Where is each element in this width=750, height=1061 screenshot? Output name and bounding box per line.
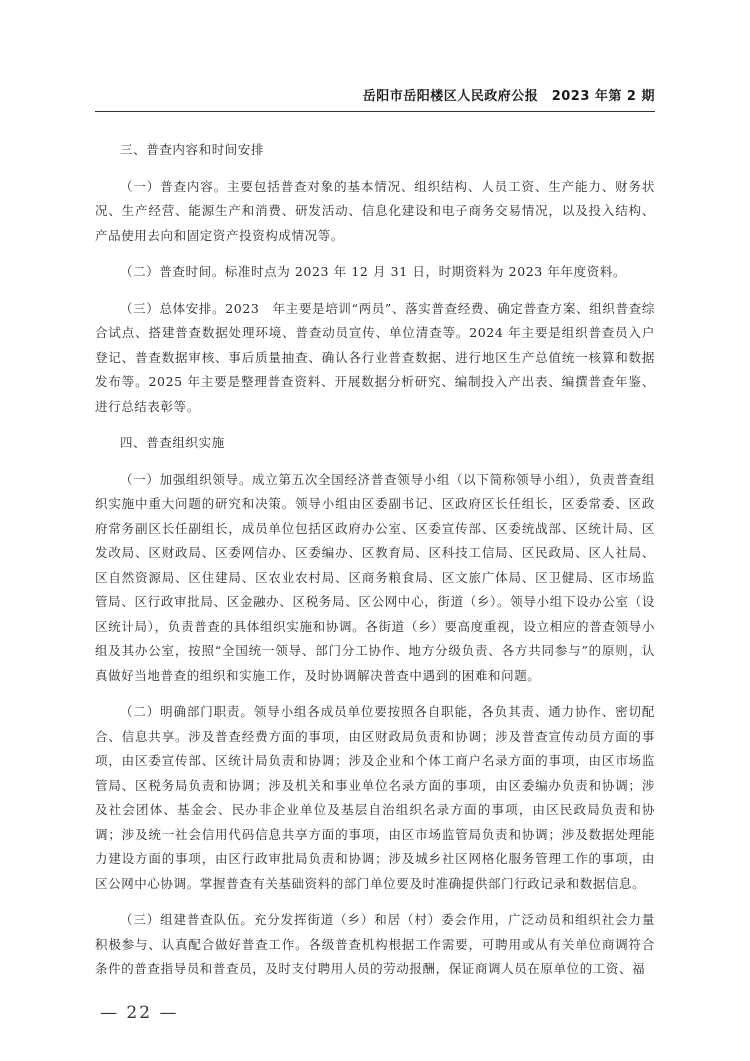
paragraph-survey-content: （一）普查内容。主要包括普查对象的基本情况、组织结构、人员工资、生产能力、财务状况、生产经营、能源生产和消费、研发活动、信息化建设和电子商务交易情况，以及投入结构、产品使用去向和固定资产投资构成情况等。 xyxy=(95,178,655,243)
section-heading-4: 四、普查组织实施 xyxy=(120,435,225,450)
page-number: — 22 — xyxy=(100,1003,179,1023)
paragraph-department-duties: （二）明确部门职责。领导小组各成员单位要按照各自职能，各负其责、通力协作、密切配合、信息共享。涉及普查经费方面的事项，由区财政局负责和协调；涉及普查宣传动员方面的事项，由区委宣传部、区统计局负责和协调；涉及企业和个体工商户名录方面的事项，由区市场监管局、区税务局负责和协调；涉及机关和事业单位名录方面的事项，由区委编办负责和协调；涉及社会团体、基金会、民办非企业单位及基层自治组织名录方面的事项，由区民政局负责和协调；涉及统一社会信用代码信息共享方面的事项，由区市场监管局负责和协调；涉及数据处理能力建设方面的事项，由区行政审批局负责和协调；涉及城乡社区网格化服务管理工作的事项，由区公网中心协调。掌握普查有关基础资料的部门单位要及时准确提供部门行政记录和数据信息。 xyxy=(95,704,655,891)
page-header xyxy=(95,85,655,112)
section-heading-3: 三、普查内容和时间安排 xyxy=(120,142,265,157)
paragraph-survey-team: （三）组建普查队伍。充分发挥街道（乡）和居（村）委会作用，广泛动员和组织社会力量积极参与、认真配合做好普查工作。各级普查机构根据工作需要，可聘用或从有关单位商调符合条件的普查指导员和普查员，及时支付聘用人员的劳动报酬，保证商调人员在原单位的工资、福 xyxy=(95,912,655,976)
paragraph-overall-arrangement: （三）总体安排。2023 年主要是培训“两员”、落实普查经费、确定普查方案、组织普查综合试点、搭建普查数据处理环境、普查动员宣传、单位清查等。2024 年主要是组织普查员入户登记、普查数据审核、事后质量抽查、确认各行业普查数据、进行地区生产总值统一核算和数据发布等。2025 年主要是整理普查资料、开展数据分析研究、编制投入产出表、编撰普查年鉴、进行总结表彰等。 xyxy=(95,300,655,414)
paragraph-leadership: （一）加强组织领导。成立第五次全国经济普查领导小组（以下简称领导小组），负责普查组织实施中重大问题的研究和决策。领导小组由区委副书记、区政府区长任组长，区委常委、区政府常务副区长任副组长，成员单位包括区政府办公室、区委宣传部、区委统战部、区统计局、区发改局、区财政局、区委网信办、区委编办、区教育局、区科技工信局、区民政局、区人社局、区自然资源局、区住建局、区农业农村局、区商务粮食局、区文旅广体局、区卫健局、区市场监管局、区行政审批局、区金融办、区税务局、区公网中心，街道（乡）。领导小组下设办公室（设区统计局），负责普查的具体组织实施和协调。各街道（乡）要高度重视，设立相应的普查领导小组及其办公室，按照“全国统一领导、部门分工协作、地方分级负责、各方共同参与”的原则，认真做好当地普查的组织和实施工作，及时协调解决普查中遇到的困难和问题。 xyxy=(95,471,655,683)
paragraph-survey-time: （二）普查时间。标准时点为 2023 年 12 月 31 日，时期资料为 2023 年年度资料。 xyxy=(120,264,627,279)
document-body xyxy=(95,138,655,994)
header-title: 岳阳市岳阳楼区人民政府公报 2023 年第 2 期 xyxy=(362,89,655,104)
